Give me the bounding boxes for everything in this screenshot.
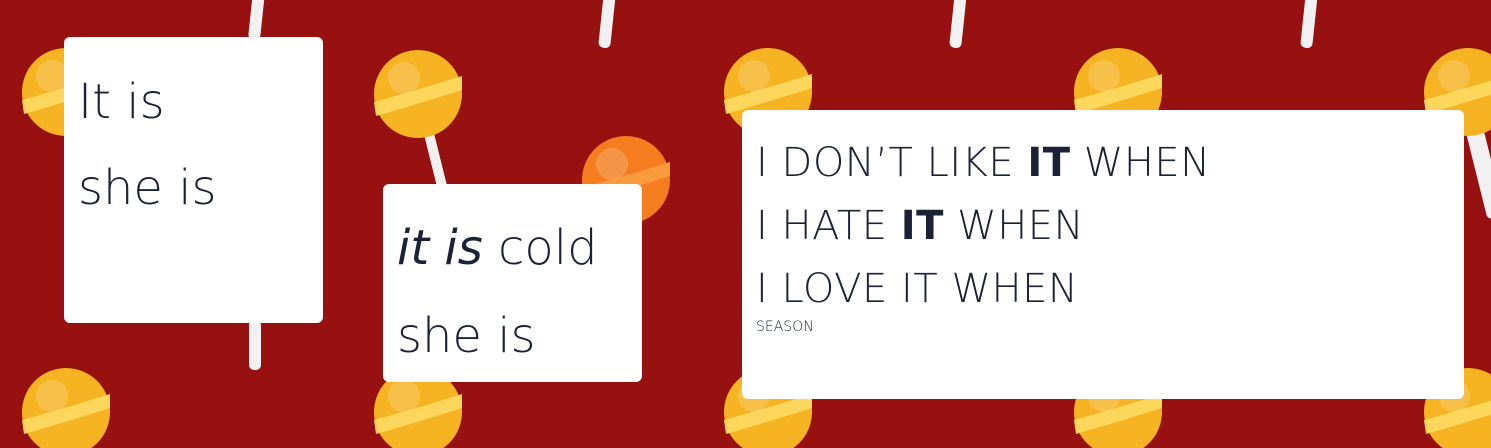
- text-card-it-is: [64, 37, 323, 323]
- text-card-it-is-cold: [383, 184, 642, 382]
- text-card-when: [742, 110, 1464, 399]
- italic-phrase: it is: [397, 220, 483, 276]
- lollipop-icon: [374, 50, 462, 192]
- card-line: [756, 132, 1464, 195]
- card-line: It is: [78, 74, 165, 130]
- bold-word: IT: [1027, 140, 1071, 186]
- lollipop-icon: [22, 368, 110, 448]
- line-text: I DON’T LIKE: [756, 140, 1015, 186]
- card-line: [756, 195, 1464, 258]
- line-text: WHEN: [1083, 140, 1211, 186]
- card-line: [397, 204, 642, 292]
- card-line: she is: [78, 160, 217, 216]
- season-label: SEASON: [756, 319, 814, 335]
- line-text: WHEN: [957, 203, 1084, 249]
- bold-word: IT: [900, 203, 944, 249]
- card-word: cold: [498, 220, 598, 276]
- card-line: I LOVE IT WHEN: [756, 266, 1079, 312]
- line-text: I HATE: [756, 203, 888, 249]
- card-line: she is: [397, 308, 536, 364]
